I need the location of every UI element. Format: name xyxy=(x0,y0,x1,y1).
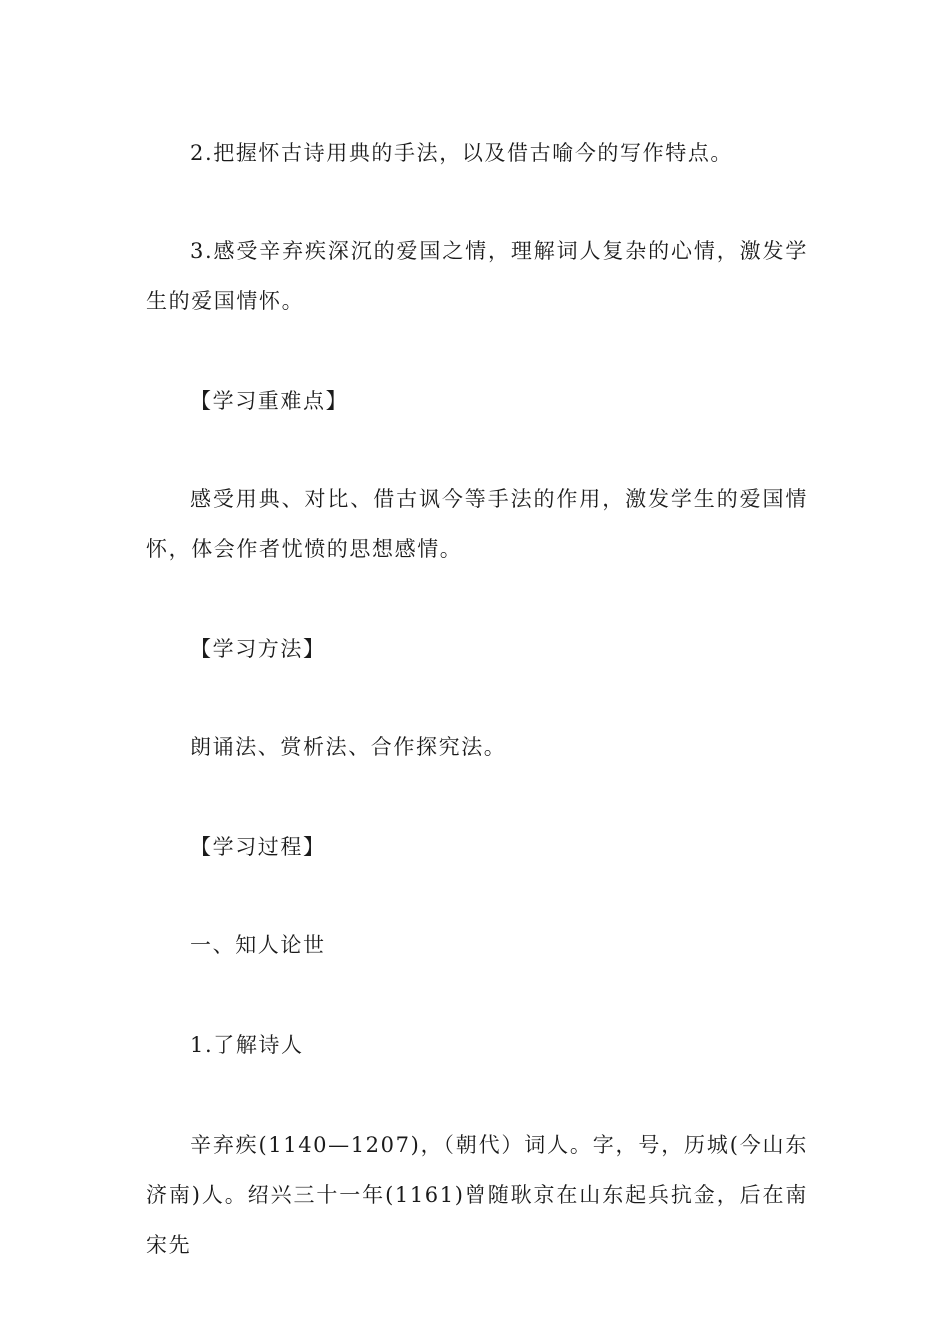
objective-2-paragraph: 2.把握怀古诗用典的手法，以及借古喻今的写作特点。 xyxy=(190,141,734,165)
section-heading-know-person: 一、知人论世 xyxy=(190,933,326,957)
process-heading: 【学习过程】 xyxy=(190,835,326,859)
objective-3-paragraph: 3.感受辛弃疾深沉的爱国之情，理解词人复杂的心情，激发学生的爱国情怀。 xyxy=(146,239,808,313)
key-points-paragraph: 感受用典、对比、借古讽今等手法的作用，激发学生的爱国情怀，体会作者忧愤的思想感情。 xyxy=(146,487,808,561)
subsection-heading-poet: 1.了解诗人 xyxy=(190,1033,304,1057)
poet-intro-paragraph: 辛弃疾(1140—1207)，（朝代）词人。字，号，历城(今山东济南)人。绍兴三十一年(1161)曾随耿京在山东起兵抗金，后在南宋先 xyxy=(146,1133,808,1257)
key-points-heading: 【学习重难点】 xyxy=(190,389,349,413)
methods-paragraph: 朗诵法、赏析法、合作探究法。 xyxy=(190,735,507,759)
methods-heading: 【学习方法】 xyxy=(190,637,326,661)
